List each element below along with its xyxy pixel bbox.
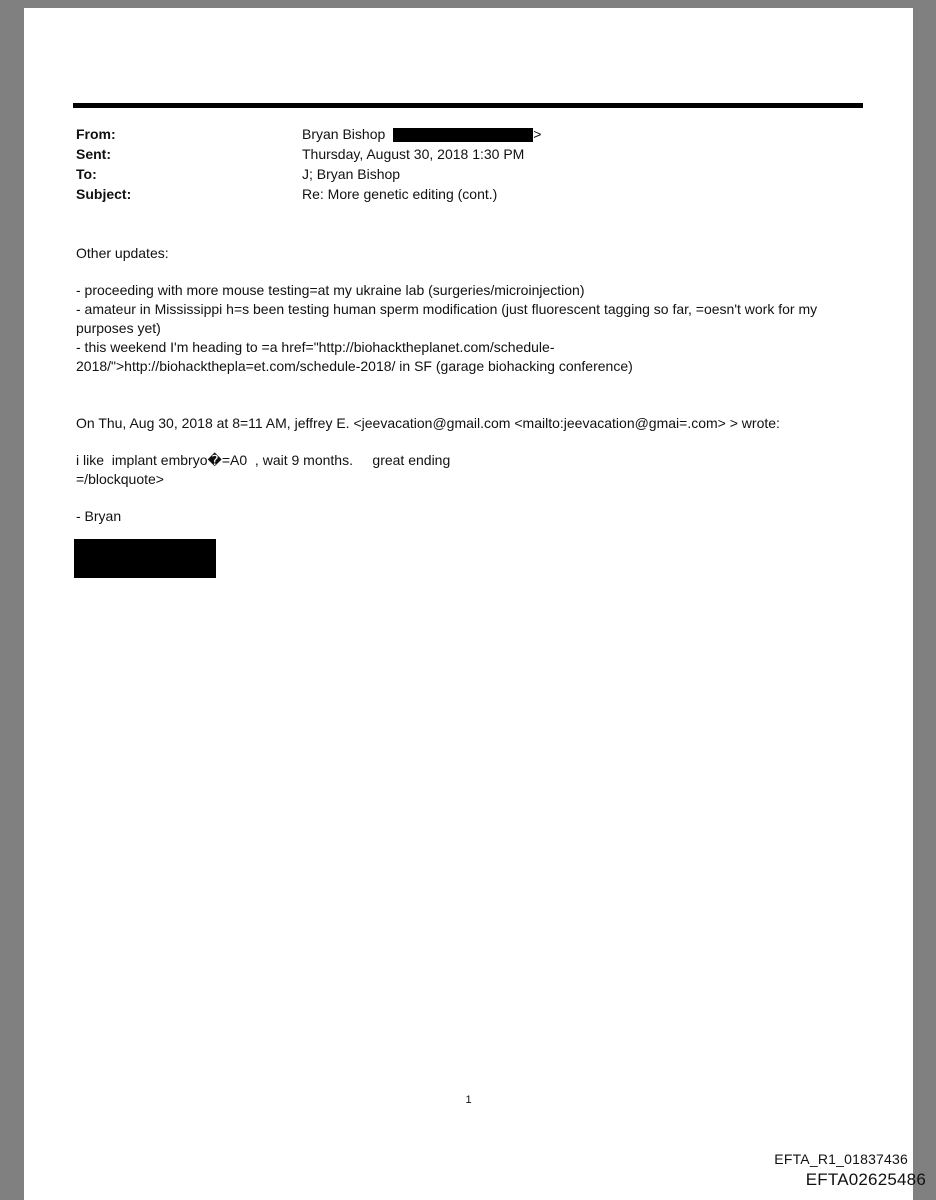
quote-line-2: =/blockquote> (76, 471, 164, 487)
body-bullet-2b: purposes yet) (76, 320, 161, 336)
from-value (302, 124, 856, 144)
quote-line-1: i like implant embryo�=A0 , wait 9 months. great ending (76, 452, 451, 468)
sent-value: Thursday, August 30, 2018 1:30 PM (302, 146, 525, 162)
body-bullet-3a: - this weekend I'm heading to =a href="http://biohacktheplanet.com/schedule- (76, 339, 555, 355)
email-body (76, 244, 866, 526)
document-page (24, 8, 913, 1200)
from-row (76, 124, 856, 144)
subject-row (76, 184, 856, 204)
from-label: From: (76, 126, 116, 142)
quote-header: On Thu, Aug 30, 2018 at 8=11 AM, jeffrey E. <jeevacation@gmail.com <mailto:jeevacation@gmai=.com> > wrote: (76, 415, 780, 431)
page-number: 1 (465, 1094, 472, 1106)
from-name: Bryan Bishop (302, 126, 386, 142)
subject-label: Subject: (76, 186, 132, 202)
from-suffix: > (533, 126, 542, 142)
to-value: J; Bryan Bishop (302, 166, 401, 182)
subject-value: Re: More genetic editing (cont.) (302, 186, 498, 202)
sent-label: Sent: (76, 146, 111, 162)
bates-number-2: EFTA02625486 (805, 1170, 926, 1189)
signature-redaction-box (74, 539, 216, 578)
header-rule (73, 103, 863, 108)
body-bullet-3b: 2018/">http://biohackthepla=et.com/schedule-2018/ in SF (garage biohacking conference) (76, 358, 633, 374)
redaction-box (393, 128, 533, 142)
bates-number-1: EFTA_R1_01837436 (774, 1151, 908, 1167)
to-row (76, 164, 856, 184)
body-intro: Other updates: (76, 245, 169, 261)
to-label: To: (76, 166, 97, 182)
body-bullet-2a: - amateur in Mississippi h=s been testing human sperm modification (just fluorescent tagging so far, =oesn't work for my (76, 301, 818, 317)
email-header (76, 124, 856, 204)
signature: - Bryan (76, 508, 122, 524)
sent-row (76, 144, 856, 164)
body-bullet-1: - proceeding with more mouse testing=at my ukraine lab (surgeries/microinjection) (76, 282, 585, 298)
